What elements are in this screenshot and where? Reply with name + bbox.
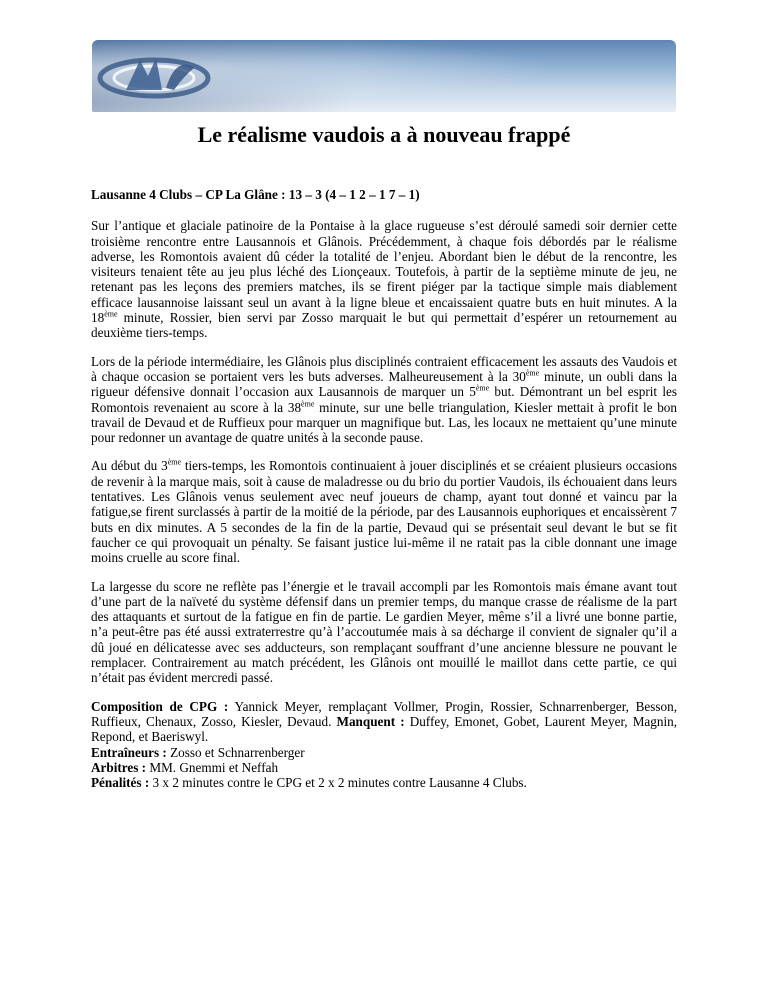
referees-text: MM. Gnemmi et Neffah xyxy=(146,759,279,775)
p3-text-b: tiers-temps, les Romontois continuaient à jouer disciplinés et se créaient plusieurs occasions de revenir à la marque mais, soit à cause de maladresse ou du brio du portier Vaudois, ils échouaient dans leurs tentatives. Les Glânois venus seulement avec neuf joueurs de champ, ayant tout donné et vaincu par la fatigue,se firent surclassés à partir de la moitié de la période, par des Lausannois euphoriques et encaissèrent 7 buts en dix minutes. A 5 secondes de la fin de la partie, Devaud qui se présentait seul devant le but se fit faucher ce qui provoquait un pénalty. Se faisant justice lui-même il ne ratait pas la cible donnant une image moins cruelle au score final. xyxy=(91,458,678,566)
p3-text-a: Au début du 3 xyxy=(91,458,168,474)
p1-sup-1: ème xyxy=(104,309,118,319)
p2-sup-1: ème xyxy=(525,368,540,378)
article-body xyxy=(91,187,677,790)
club-logo xyxy=(96,46,216,108)
penalties-text: 3 x 2 minutes contre le CPG et 2 x 2 minutes contre Lausanne 4 Clubs. xyxy=(149,775,527,791)
composition-label: Composition de CPG : xyxy=(91,698,229,714)
p1-text-a: Sur l’antique et glaciale patinoire de la Pontaise à la glace rugueuse s’est déroulé samedi soir dernier cette troisième rencontre entre Lausannois et Glânois. Précédemment, à chaque fois débordés par le réalisme adverse, les Romontois avaient dû céder la totalité de l’enjeu. Abordant bien le début de la rencontre, les visiteurs tenaient tête au jeu plus léché des Lionçeaux. Toutefois, à partir de la septième minute de jeu, ne retenant pas les leçons des premiers matches, ils se firent piéger par la tactique simple mais diablement efficace lausannoise laissant seul un avant à la ligne bleue et encaissaient quatre buts en huit minutes. A la 18 xyxy=(91,218,677,326)
p2-text-b: minute, un oubli dans la rigueur défensive donnait l’occasion aux Lausannois de marquer un 5 xyxy=(91,368,677,400)
paragraph-third-period xyxy=(91,458,677,565)
penalties-line xyxy=(91,775,677,790)
coaches-line xyxy=(91,745,677,760)
penalties-label: Pénalités : xyxy=(91,775,150,791)
p3-sup-1: ème xyxy=(167,458,182,468)
p2-sup-3: ème xyxy=(301,399,315,409)
paragraph-first-period xyxy=(91,218,677,340)
article-title: Le réalisme vaudois a à nouveau frappé xyxy=(197,122,571,147)
p2-text-d: minute, sur une belle triangulation, Kiesler mettait à profit le bon travail de Devaud et de Ruffieux pour marquer un magnifique but. Las, les locaux ne mettaient qu’une minute pour redonner un avantage de quatre unités à la seconde pause. xyxy=(91,399,677,446)
coaches-text: Zosso et Schnarrenberger xyxy=(166,744,305,760)
missing-label: Manquent : xyxy=(336,713,405,729)
missing-text: Duffey, Emonet, Gobet, Laurent Meyer, Magnin, Repond, et Baeriswyl. xyxy=(91,713,678,745)
p1-text-b: minute, Rossier, bien servi par Zosso marquait le but qui permettait d’espérer un retournement au deuxième tiers-temps. xyxy=(91,310,677,341)
referees-line xyxy=(91,760,677,775)
p2-sup-2: ème xyxy=(475,383,490,393)
referees-label: Arbitres : xyxy=(91,759,147,775)
composition-text: Yannick Meyer, remplaçant Vollmer, Progin, Rossier, Schnarrenberger, Besson, Ruffieux, Chenaux, Zosso, Kiesler, Devaud. xyxy=(91,698,678,729)
header-banner xyxy=(92,40,676,112)
composition-line xyxy=(91,699,677,745)
coaches-label: Entraîneurs : xyxy=(91,744,167,760)
p2-text-a: Lors de la période intermédiaire, les Glânois plus disciplinés contraient efficacement les assauts des Vaudois et à chaque occasion se portaient vers les buts adverses. Malheureusement à la 30 xyxy=(91,353,677,384)
paragraph-second-period xyxy=(91,354,677,446)
p2-text-c: but. Démontrant un bel esprit les Romontois revenaient au score à la 38 xyxy=(91,384,677,415)
score-line: Lausanne 4 Clubs – CP La Glâne : 13 – 3 (4 – 1 2 – 1 7 – 1) xyxy=(91,187,420,202)
paragraph-analysis: La largesse du score ne reflète pas l’énergie et le travail accompli par les Romontois mais émane avant tout d’une part de la naïveté du système défensif dans un premier temps, du manque crasse de réalisme de la part des attaquants et surtout de la fatigue en fin de partie. Le gardien Meyer, même s’il a livré une bonne partie, n’a peut-être pas été aussi extraterrestre qu’à l’accoutumée mais à sa décharge il convient de signaler qu’il a dû joué en délicatesse avec ses adducteurs, son remplaçant souffrant d’une ancienne blessure ne pouvant le remplacer. Contrairement au match précédent, les Glânois ont mouillé le maillot dans cette partie, ce qui n’était pas évident mercredi passé. xyxy=(91,578,677,686)
